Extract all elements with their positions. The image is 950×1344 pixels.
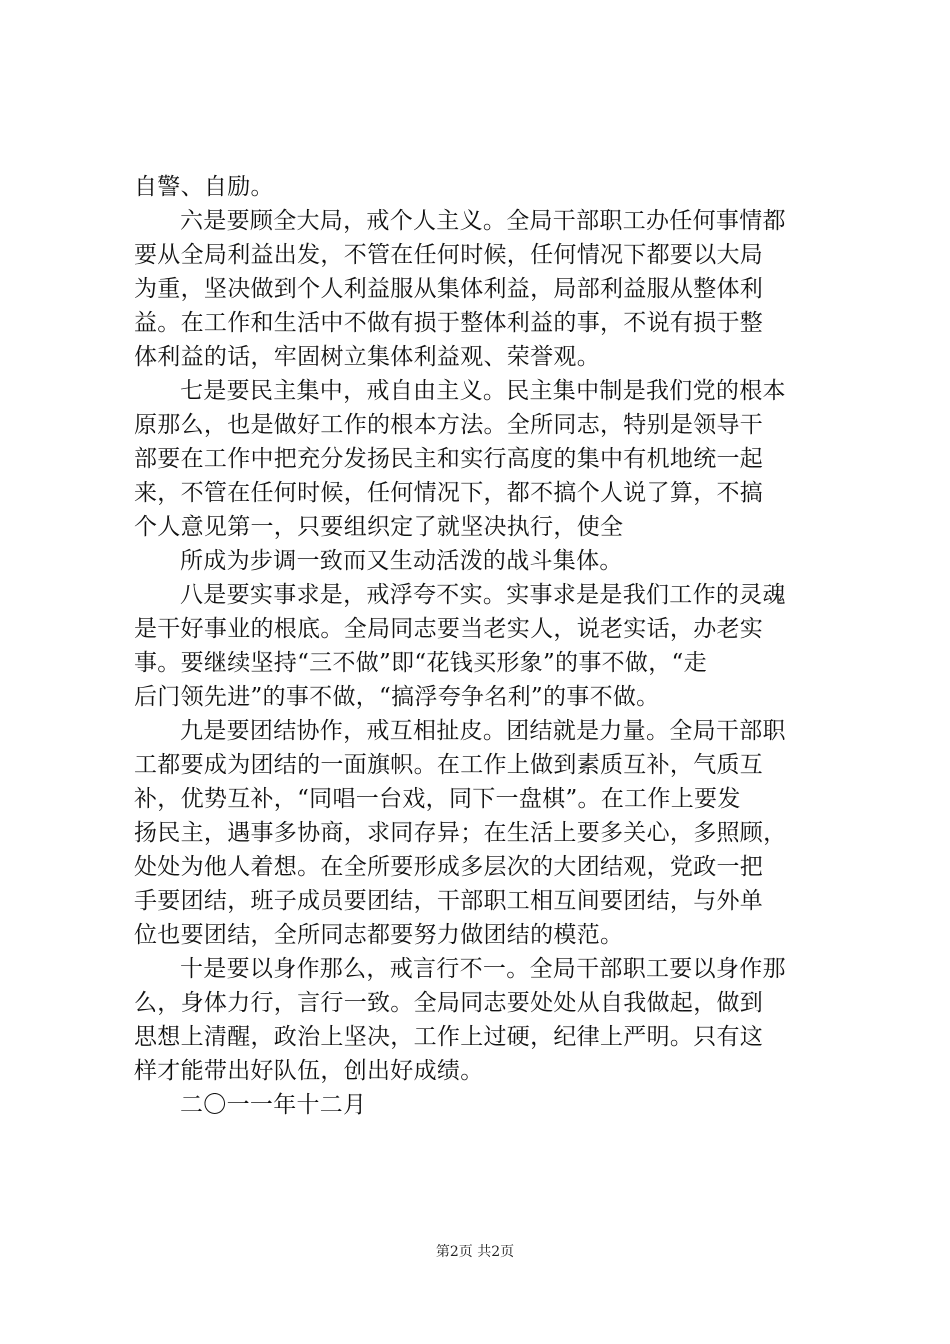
paragraph-start-line: 十是要以身作那么，戒言行不一。全局干部职工要以身作那 [180,956,786,982]
text-line: 位也要团结，全所同志都要努力做团结的模范。 [134,922,624,948]
text-line: 后门领先进”的事不做，“搞浮夸争名利”的事不做。 [134,684,660,710]
text-line: 个人意见第一，只要组织定了就坚决执行，使全 [134,514,624,540]
text-line: 思想上清醒，政治上坚决，工作上过硬，纪律上严明。只有这 [134,1024,764,1050]
text-line: 处处为他人着想。在全所要形成多层次的大团结观，党政一把 [134,854,764,880]
paragraph-start-line: 七是要民主集中，戒自由主义。民主集中制是我们党的根本 [180,378,786,404]
document-body [134,170,834,1122]
text-line: 来，不管在任何时候，任何情况下，都不搞个人说了算，不搞 [134,480,764,506]
page-number-label: 第2页 共2页 [435,1244,515,1260]
text-line: 为重，坚决做到个人利益服从集体利益，局部利益服从整体利 [134,276,764,302]
text-line: 自警、自励。 [134,174,274,200]
text-line: 补，优势互补，“同唱一台戏，同下一盘棋”。在工作上要发 [134,786,741,812]
text-line: 工都要成为团结的一面旗帜。在工作上做到素质互补，气质互 [134,752,764,778]
page-footer [0,1242,950,1262]
paragraph-start-line: 六是要顾全大局，戒个人主义。全局干部职工办任何事情都 [180,208,786,234]
date-line: 二〇一一年十二月 [180,1092,367,1118]
paragraph-start-line: 八是要实事求是，戒浮夸不实。实事求是是我们工作的灵魂 [180,582,786,608]
paragraph-start-line: 所成为步调一致而又生动活泼的战斗集体。 [180,548,623,574]
text-line: 益。在工作和生活中不做有损于整体利益的事，不说有损于整 [134,310,764,336]
text-line: 样才能带出好队伍，创出好成绩。 [134,1058,484,1084]
text-line: 原那么，也是做好工作的根本方法。全所同志，特别是领导干 [134,412,764,438]
text-line: 部要在工作中把充分发扬民主和实行高度的集中有机地统一起 [134,446,764,472]
text-line: 是干好事业的根底。全局同志要当老实人，说老实话，办老实 [134,616,764,642]
text-line: 么，身体力行，言行一致。全局同志要处处从自我做起，做到 [134,990,764,1016]
text-line: 要从全局利益出发，不管在任何时候，任何情况下都要以大局 [134,242,764,268]
text-line: 事。要继续坚持“三不做”即“花钱买形象”的事不做，“走 [134,650,707,676]
text-line: 扬民主，遇事多协商，求同存异；在生活上要多关心，多照顾， [134,820,787,846]
paragraph-start-line: 九是要团结协作，戒互相扯皮。团结就是力量。全局干部职 [180,718,786,744]
text-line: 手要团结，班子成员要团结，干部职工相互间要团结，与外单 [134,888,764,914]
text-line: 体利益的话，牢固树立集体利益观、荣誉观。 [134,344,600,370]
